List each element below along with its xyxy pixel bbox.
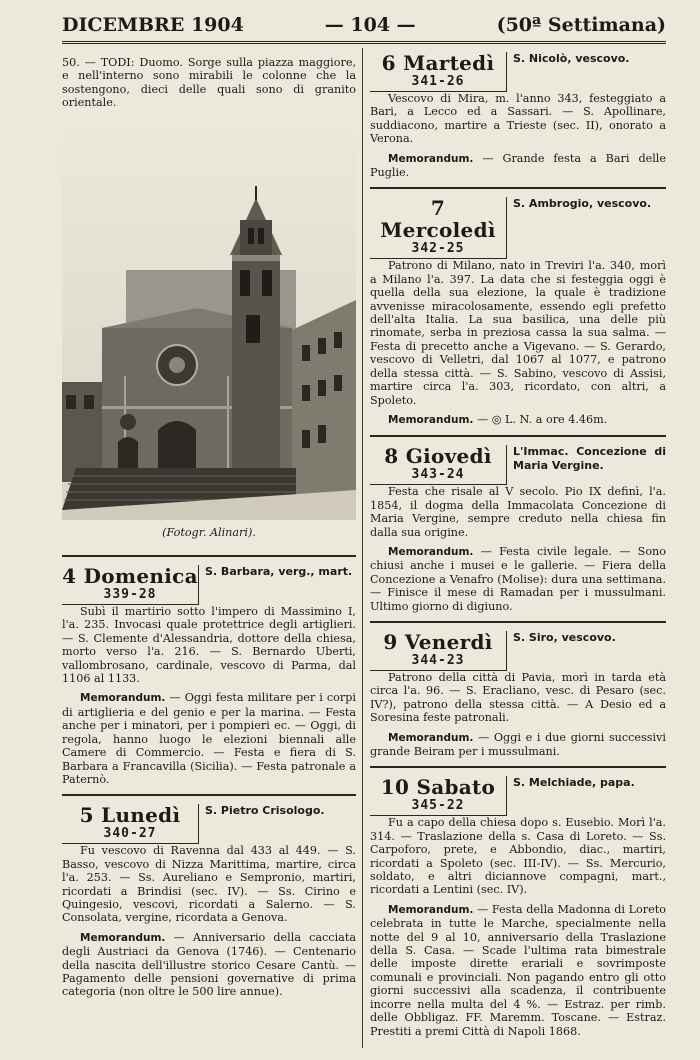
saint-box [507,52,666,92]
entry-separator [370,766,666,768]
calendar-entry-8 [370,445,666,613]
header-month-year: DICEMBRE 1904 [62,14,244,36]
photo-intro-text: 50. — TODI: Duomo. Sorge sulla piazza maggiore, e nell'interno sono mirabili le colonne che la sostengono, dieci delle quali sono di granito orientale. [62,56,356,110]
memorandum-text: — Grande festa a Bari delle Puglie. [370,151,667,180]
date-box [370,52,507,92]
left-column [62,56,356,1007]
memorandum-label: Memorandum. [388,731,474,744]
day-label: 10 Sabato [380,775,496,800]
saint-text: Patrono della città di Pavia, morì in tarda età circa l'a. 96. — S. Eracliano, vesc. di Pesaro (sec. IV?), patrono della stessa città. — A Desio ed a Soresina feste patronali. [370,670,666,725]
column-divider [362,48,363,1048]
memorandum-text: — Festa della Madonna di Loreto celebrata in tutte le Marche, specialmente nella notte del 9 al 10, anniversario della Traslazione della S. Casa. — Scade l'ultima rata bimestrale delle imposte dirette erariali e sovrimposte comunali e provinciali. Non pagando entro gli otto giorni successivi alla scadenza, il contribuente incorre nella multa del 4 %. — Estraz. per rimb. delle Obbligaz. FF. Maremm. Toscane. — Estraz. Prestiti a premi Città di Napoli 1868. [370,902,666,1038]
memorandum-text: — Festa civile legale. — Sono chiusi anche i musei e le gallerie. — Fiera della Concezione a Venafro (Molise): dura una settimana. — Finisce il mese di Ramadan per i mussulmani. Ultimo giorno di digiuno. [370,544,666,613]
calendar-entry-4 [62,565,356,786]
entry-heading [370,197,666,259]
saint-text: Fu vescovo di Ravenna dal 433 al 449. — S. Basso, vescovo di Nizza Marittima, martire, circa l'a. 253. — Ss. Aureliano e Sempronio, martiri, ricordati a Brindisi (sec. IV). — Ss. Cirino e Quingesio, vescovi, ricordati a Salerno. — S. Consolata, vergine, ricordata a Genova. [62,844,356,925]
day-numbers: 343-24 [411,467,465,483]
day-label: 4 Domenica [62,564,198,589]
memorandum-label: Memorandum. [388,903,474,916]
day-label: 9 Venerdì [383,629,493,654]
duomo-todi-photo [62,120,356,520]
day-label: 5 Lunedì [79,803,181,828]
calendar-entry-10 [370,776,666,1038]
saint-name: L'Immac. Concezione di Maria Vergine. [513,445,666,473]
saint-box [507,445,666,485]
entry-heading [62,804,356,844]
day-numbers: 340-27 [103,826,157,842]
header-week: (50ª Settimana) [496,14,666,36]
day-numbers: 345-22 [411,798,465,814]
saint-text: Festa che risale al V secolo. Pio IX definì, l'a. 1854, il dogma della Immacolata Concezione di Maria Vergine, sempre creduto nella chiesa fin dalla sua origine. [370,485,666,539]
memorandum-label: Memorandum. [388,413,474,426]
saint-name: S. Pietro Crisologo. [205,804,325,818]
day-label: 8 Giovedì [384,444,492,469]
saint-text: Subì il martirio sotto l'impero di Massimino I, l'a. 235. Invocasi quale protettrice degli artiglieri. — S. Clemente d'Alessandria, dottore della chiesa, morto verso l'a. 216. — S. Bernardo Uberti, vallombrosano, cardinale, vescovo di Parma, dal 1106 al 1133. [62,605,356,686]
header-rule [62,41,666,44]
memorandum [370,413,666,427]
calendar-entry-6 [370,52,666,179]
saint-text: Fu a capo della chiesa dopo s. Eusebio. Morì l'a. 314. — Traslazione della s. Casa di Loreto. — Ss. Carpoforo, prete, e Abbondio, diac., martiri, ricordati a Spoleto (sec. III-IV). — Ss. Mercurio, soldato, e altri diciannove compagni, mart., ricordati a Lentini (sec. IV). [370,816,666,897]
entry-heading [370,445,666,485]
day-numbers: 342-25 [411,241,465,257]
memorandum-label: Memorandum. [80,692,166,705]
memorandum [62,691,356,786]
memorandum-text: — ◎ L. N. a ore 4.46m. [476,412,608,426]
entry-heading [370,52,666,92]
calendar-entry-5 [62,804,356,998]
saint-name: S. Nicolò, vescovo. [513,52,630,65]
saint-name: S. Siro, vescovo. [513,630,616,644]
saint-text: Patrono di Milano, nato in Treviri l'a. 340, morì a Milano l'a. 397. La data che si festeggia oggi è quella della sua elezione, la quale è tradizione avvenisse miracolosamente, essendo egli prefetto dell'alta Italia. La sua basilica, una delle più rinomate, serba in preziosa cassa la sua salma. — Festa di precetto anche a Vigevano. — S. Gerardo, vescovo di Velletri, dal 1067 al 1077, e patrono della stessa città. — S. Sabino, vescovo di Assisi, martire circa l'a. 303, ricordato, con altri, a Spoleto. [370,259,666,407]
saint-name: S. Ambrogio, vescovo. [513,197,652,211]
saint-text: Vescovo di Mira, m. l'anno 343, festeggiato a Bari, a Lecco ed a Sassari. — S. Apollinare, suddiacono, martire a Trieste (sec. II), onorato a Verona. [370,92,666,146]
entry-heading [370,631,666,671]
entry-separator [370,187,666,189]
day-numbers: 341-26 [411,74,465,89]
calendar-entry-7 [370,197,666,427]
day-label: 7 Mercoledì [380,196,496,243]
entry-separator [370,435,666,437]
calendar-entry-9 [370,631,666,758]
photo-caption: (Fotogr. Alinari). [162,525,256,539]
date-box [370,776,507,816]
header-page-number: — 104 — [324,14,416,36]
memorandum-text: — Oggi festa militare per i corpi di artiglieria e del genio e per la marina. — Festa anche per i minatori, per i pompieri ec. — Oggi, di regola, hanno luogo le elezioni biennali alle Camere di Commercio. — Festa e fiera di S. Barbara a Francavilla (Sicilia). — Festa patronale a Paternò. [62,691,356,786]
day-numbers: 339-28 [103,587,157,603]
saint-name: S. Barbara, verg., mart. [205,565,353,579]
day-label: 6 Martedì [381,51,495,75]
memorandum [62,931,356,999]
memorandum-label: Memorandum. [388,152,474,165]
day-numbers: 344-23 [411,652,465,668]
page-header [62,14,666,40]
date-box [370,445,507,485]
memorandum-label: Memorandum. [80,931,166,944]
saint-box [507,631,666,671]
entry-heading [62,565,356,605]
memorandum-text: — Anniversario della cacciata degli Austriaci da Genova (1746). — Centenario della nascita dell'illustre storico Cesare Cantù. — Pagamento delle pensioni governative di prima categoria (non oltre le 500 lire annue). [62,930,356,999]
memorandum [370,545,666,613]
saint-name: S. Melchiade, papa. [513,776,635,790]
entry-separator [62,794,356,796]
date-box [370,197,507,259]
memorandum-text: — Oggi e i due giorni successivi grande Beiram per i mussulmani. [370,730,667,758]
saint-box [199,804,356,844]
date-box [370,631,507,671]
memorandum [370,731,666,759]
saint-box [507,197,666,259]
memorandum [370,903,666,1038]
section-rule [62,555,356,557]
saint-box [199,565,356,605]
right-column [370,52,666,1046]
saint-box [507,776,666,816]
entry-heading [370,776,666,816]
date-box [62,565,199,605]
entry-separator [370,621,666,623]
memorandum-label: Memorandum. [388,545,474,558]
date-box [62,804,199,844]
memorandum [370,152,666,180]
